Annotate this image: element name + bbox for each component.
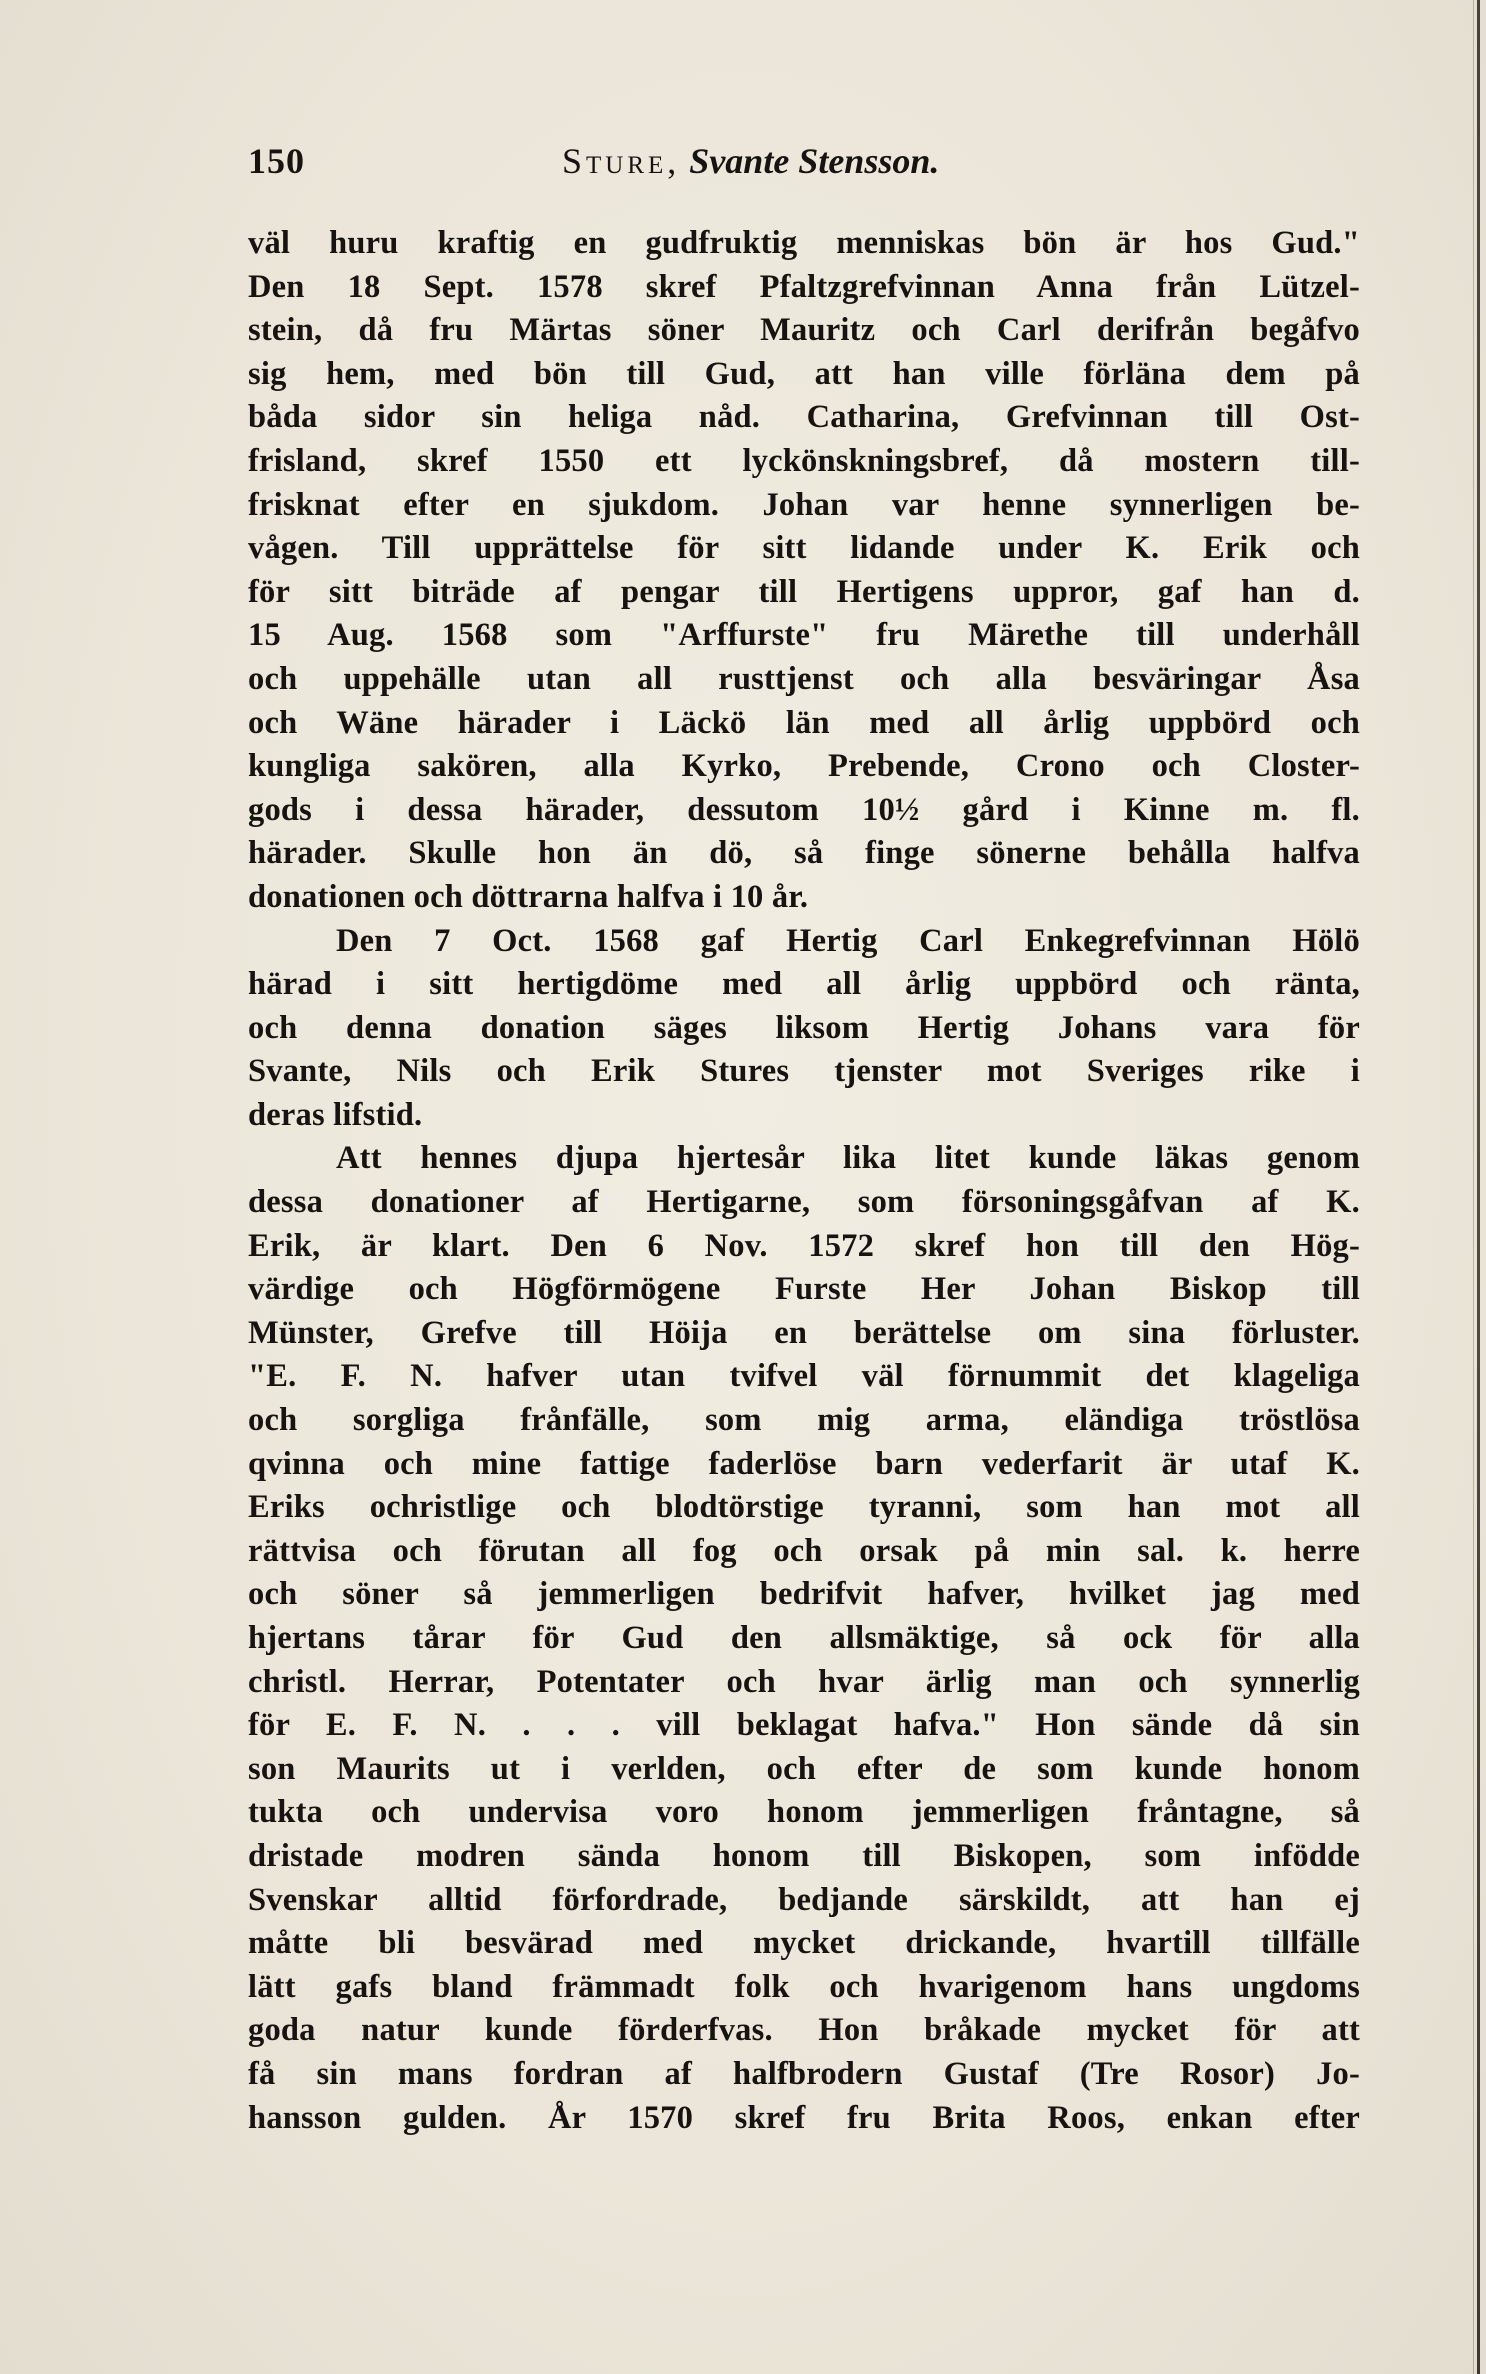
running-head-surname: Sture, [562, 141, 681, 181]
text-line: dessa donationer af Hertigarne, som försoningsgåfvan af K. [248, 1184, 1360, 1221]
text-line: väl huru kraftig en gudfruktig menniskas bön är hos Gud." [248, 225, 1360, 261]
body-text [248, 222, 1360, 2140]
page-edge-shadow [1477, 0, 1480, 2374]
text-line: måtte bli besvärad med mycket drickande, hvartill tillfälle [248, 1925, 1360, 1962]
text-line: värdige och Högförmögene Furste Her Johan Biskop till [248, 1271, 1360, 1308]
text-line: och söner så jemmerligen bedrifvit hafver, hvilket jag med [248, 1576, 1360, 1613]
text-line: och denna donation säges liksom Hertig Johans vara för [248, 1009, 1360, 1046]
text-line: Den 18 Sept. 1578 skref Pfaltzgrefvinnan Anna från Lützel- [248, 268, 1360, 305]
text-line: dristade modren sända honom till Biskopen, som infödde [248, 1837, 1360, 1874]
text-line: Münster, Grefve till Höija en berättelse om sina förluster. [248, 1314, 1360, 1351]
text-line: gods i dessa härader, dessutom 10½ gård i Kinne m. fl. [248, 791, 1360, 828]
text-line: härader. Skulle hon än dö, så finge sönerne behålla halfva [248, 835, 1360, 872]
running-header [248, 140, 1358, 200]
text-line: donationen och döttrarna halfva i 10 år. [248, 878, 809, 915]
text-line: rättvisa och förutan all fog och orsak på min sal. k. herre [248, 1532, 1360, 1569]
text-line: härad i sitt hertigdöme med all årlig uppbörd och ränta, [248, 966, 1360, 1003]
text-line: "E. F. N. hafver utan tvifvel väl förnummit det klageliga [248, 1358, 1360, 1395]
text-line: och uppehälle utan all rusttjenst och alla besväringar Åsa [248, 660, 1360, 697]
text-line: hjertans tårar för Gud den allsmäktige, så ock för alla [248, 1620, 1360, 1656]
text-line: Svenskar alltid förfordrade, bedjande särskildt, att han ej [248, 1881, 1360, 1918]
text-line: tukta och undervisa voro honom jemmerligen fråntagne, så [248, 1794, 1360, 1831]
text-line: lätt gafs bland främmadt folk och hvarigenom hans ungdoms [248, 1968, 1360, 2005]
text-line: för E. F. N. . . . vill beklagat hafva." Hon sände då sin [248, 1707, 1360, 1744]
text-line: Den 7 Oct. 1568 gaf Hertig Carl Enkegrefvinnan Hölö [336, 922, 1360, 959]
text-line: 15 Aug. 1568 som "Arffurste" fru Märethe till underhåll [248, 617, 1360, 654]
text-line: goda natur kunde förderfvas. Hon bråkade mycket för att [248, 2012, 1360, 2049]
text-line: hansson gulden. År 1570 skref fru Brita Roos, enkan efter [248, 2099, 1360, 2136]
text-line: Eriks ochristlige och blodtörstige tyranni, som han mot all [248, 1489, 1360, 1526]
text-line: Erik, är klart. Den 6 Nov. 1572 skref hon till den Hög- [248, 1227, 1360, 1264]
text-line: båda sidor sin heliga nåd. Catharina, Grefvinnan till Ost- [248, 399, 1360, 436]
running-head-title [562, 140, 939, 182]
page-number: 150 [248, 141, 305, 181]
text-line: qvinna och mine fattige faderlöse barn vederfarit är utaf K. [248, 1445, 1360, 1482]
text-line: stein, då fru Märtas söner Mauritz och Carl derifrån begåfvo [248, 312, 1360, 349]
text-line: son Maurits ut i verlden, och efter de som kunde honom [248, 1750, 1360, 1787]
text-line: sig hem, med bön till Gud, att han ville förläna dem på [248, 355, 1360, 392]
text-line: frisknat efter en sjukdom. Johan var henne synnerligen be- [248, 486, 1360, 523]
text-line: och sorgliga frånfälle, som mig arma, eländiga tröstlösa [248, 1402, 1360, 1439]
running-head-given-name: Svante Stensson. [689, 141, 940, 181]
text-line: för sitt biträde af pengar till Hertigens uppror, gaf han d. [248, 573, 1360, 610]
text-line: kungliga sakören, alla Kyrko, Prebende, Crono och Closter- [248, 748, 1360, 785]
text-line: Svante, Nils och Erik Stures tjenster mot Sveriges rike i [248, 1053, 1360, 1090]
text-line: christl. Herrar, Potentater och hvar ärlig man och synnerlig [248, 1663, 1360, 1700]
text-line: få sin mans fordran af halfbrodern Gustaf (Tre Rosor) Jo- [248, 2055, 1360, 2092]
page-edge-line [1473, 0, 1474, 2374]
text-line: vågen. Till upprättelse för sitt lidande under K. Erik och [248, 530, 1360, 567]
text-line: frisland, skref 1550 ett lyckönskningsbref, då mostern till- [248, 442, 1360, 479]
text-line: Att hennes djupa hjertesår lika litet kunde läkas genom [336, 1140, 1360, 1177]
text-line: deras lifstid. [248, 1096, 423, 1133]
text-line: och Wäne härader i Läckö län med all årlig uppbörd och [248, 704, 1360, 741]
